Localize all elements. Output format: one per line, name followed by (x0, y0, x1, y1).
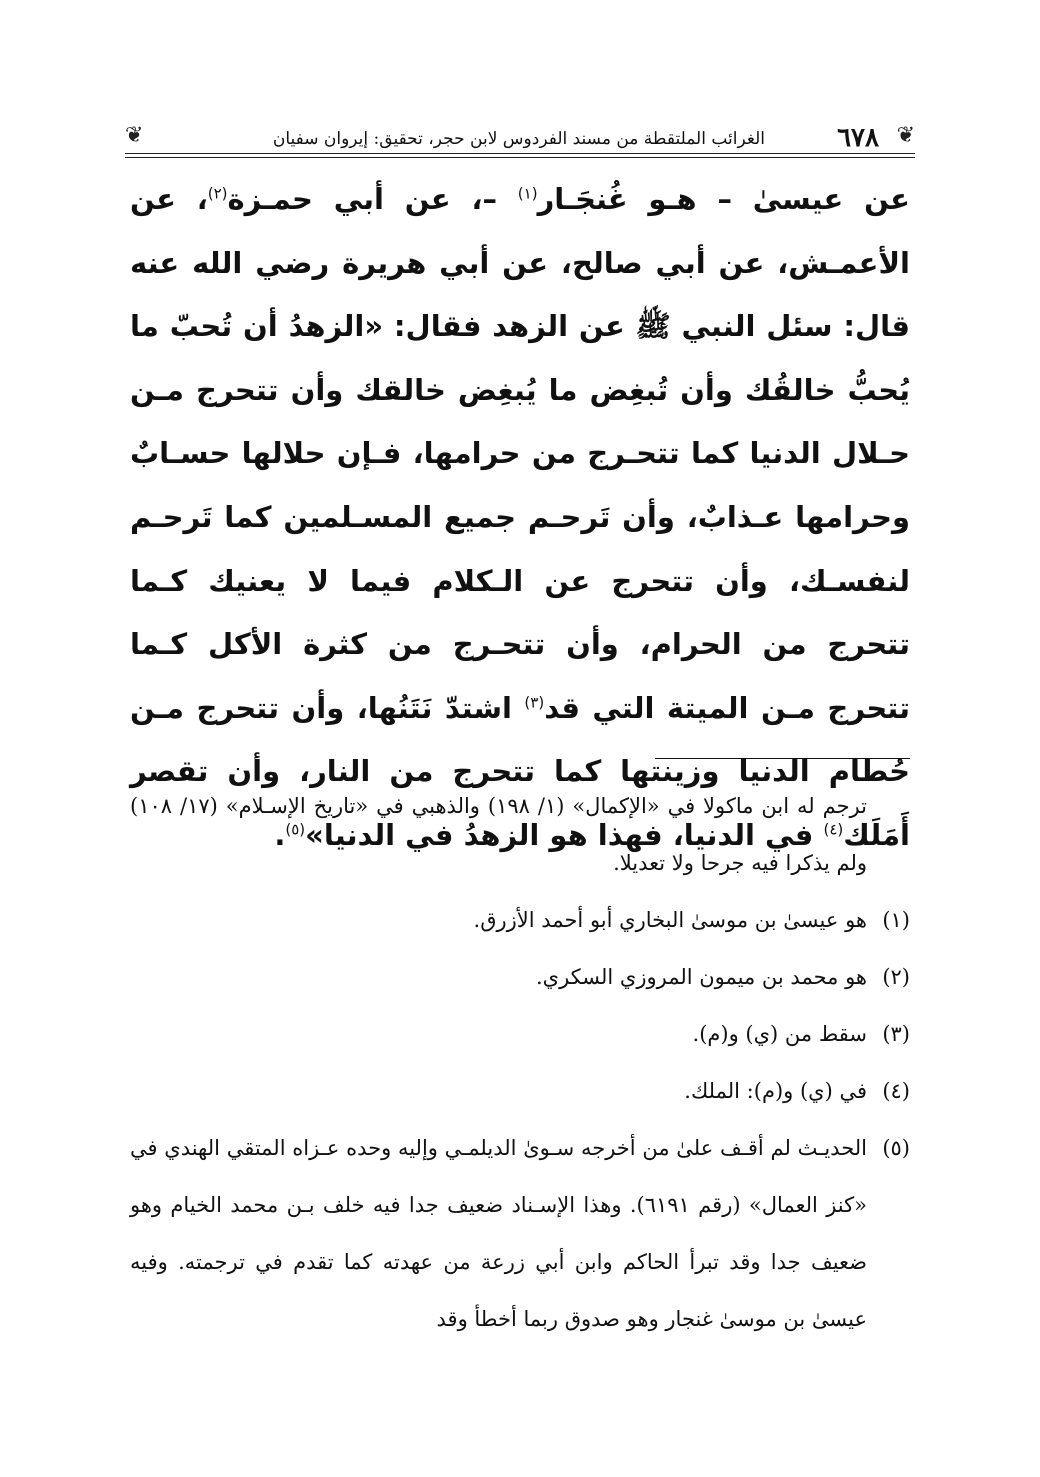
footnote-number: (٣) (882, 1022, 910, 1046)
footnote-item (130, 949, 910, 1006)
text-segment: عن عيسىٰ – هـو غُنجَـار (537, 182, 910, 216)
footnote-ref-5[interactable]: (٥) (285, 820, 306, 839)
running-title: الغرائب الملتقطة من مسند الفردوس لابن حجر، تحقيق: إيروان سفيان (272, 129, 765, 149)
footnote-separator (655, 758, 910, 759)
ornament-right-icon: ❦ (896, 123, 915, 148)
footnote-item (130, 1006, 910, 1063)
header-rule (125, 153, 915, 154)
text-segment: . (274, 817, 286, 852)
hadith-text (130, 168, 910, 868)
footnote-text: هو عيسىٰ بن موسىٰ البخاري أبو أحمد الأزرق. (473, 908, 867, 932)
ornament-left-icon: ❦ (125, 123, 144, 148)
footnote-item (130, 892, 910, 949)
footnote-continuation: ترجم له ابن ماكولا في «الإكمال» (١/ ١٩٨) والذهبي في «تاريخ الإسـلام» (١٧/ ١٠٨) ولم يذكرا فيه جرحا ولا تعديلا. (130, 794, 867, 875)
footnote-number: (١) (882, 908, 910, 932)
page-number: ٦٧٨ (837, 123, 879, 153)
header-rule-thin (125, 157, 915, 158)
footnote-ref-3[interactable]: (٣) (524, 693, 545, 712)
footnote-text: هو محمد بن ميمون المروزي السكري. (535, 965, 867, 989)
text-segment: –، عن أبي حمـزة (227, 182, 518, 216)
footnote-text: سقط من (ي) و(م). (692, 1022, 867, 1046)
footnote-text: الحديـث لم أقـف علىٰ من أخرجه سـوىٰ الديلمـي وإليه وحده عـزاه المتقي الهندي في «كنز العمال» (رقم ٦١٩١). وهذا الإسـناد ضعيف جدا فيه خلف بـن محمد الخيام وهو ضعيف جدا وقد تبرأ الحاكم وابن أبي زرعة من عهدته كما تقدم في ترجمته. وفيه عيسىٰ بن موسىٰ غنجار وهو صدوق ربما أخطأ وقد (130, 1136, 867, 1331)
text-segment: ، عن الأعمـش، عن أبي صالح، عن أبي هريرة رضي الله عنه قال: سئل النبي ﷺ عن الزهد فقال: «الزهدُ أن تُحبّ ما يُحبُّ خالقُك وأن تُبغِض ما يُبغِض خالقك وأن تتحرج مـن حـلال الدنيا كما تتحـرج من حرامها، فـإن حلالها حسـابٌ وحرامها عـذابٌ، وأن تَرحـم جميع المسـلمين كما تَرحـم لنفسـك، وأن تتحرج عن الـكلام فيما لا يعنيك كـما تتحرج من الحرام، وأن تتحـرج من كثرة الأكل كـما تتحرج مـن الميتة التي قد (130, 182, 910, 725)
footnote-ref-2[interactable]: (٢) (207, 184, 228, 203)
footnote-ref-4[interactable]: (٤) (823, 820, 844, 839)
text-segment: في الدنيا، فهذا هو الزهدُ في الدنيا» (305, 817, 824, 852)
footnote-text: في (ي) و(م): الملك. (684, 1079, 867, 1103)
hadith-paragraph (130, 168, 910, 868)
footnote-item (130, 1120, 910, 1348)
footnote-number: (٥) (882, 1136, 910, 1160)
footnote-ref-1[interactable]: (١) (517, 184, 538, 203)
text-segment: اشتدّ نَتَنُها، وأن تتحرج مـن حُطام الدنيا وزينتها كما تتحرج من النار، وأن تقصر أَمَلَك (130, 690, 910, 852)
footnote-item (130, 1063, 910, 1120)
page-header (125, 120, 915, 160)
footnote-number: (٤) (882, 1079, 910, 1103)
footnote-number: (٢) (882, 965, 910, 989)
footnotes (130, 778, 910, 1348)
